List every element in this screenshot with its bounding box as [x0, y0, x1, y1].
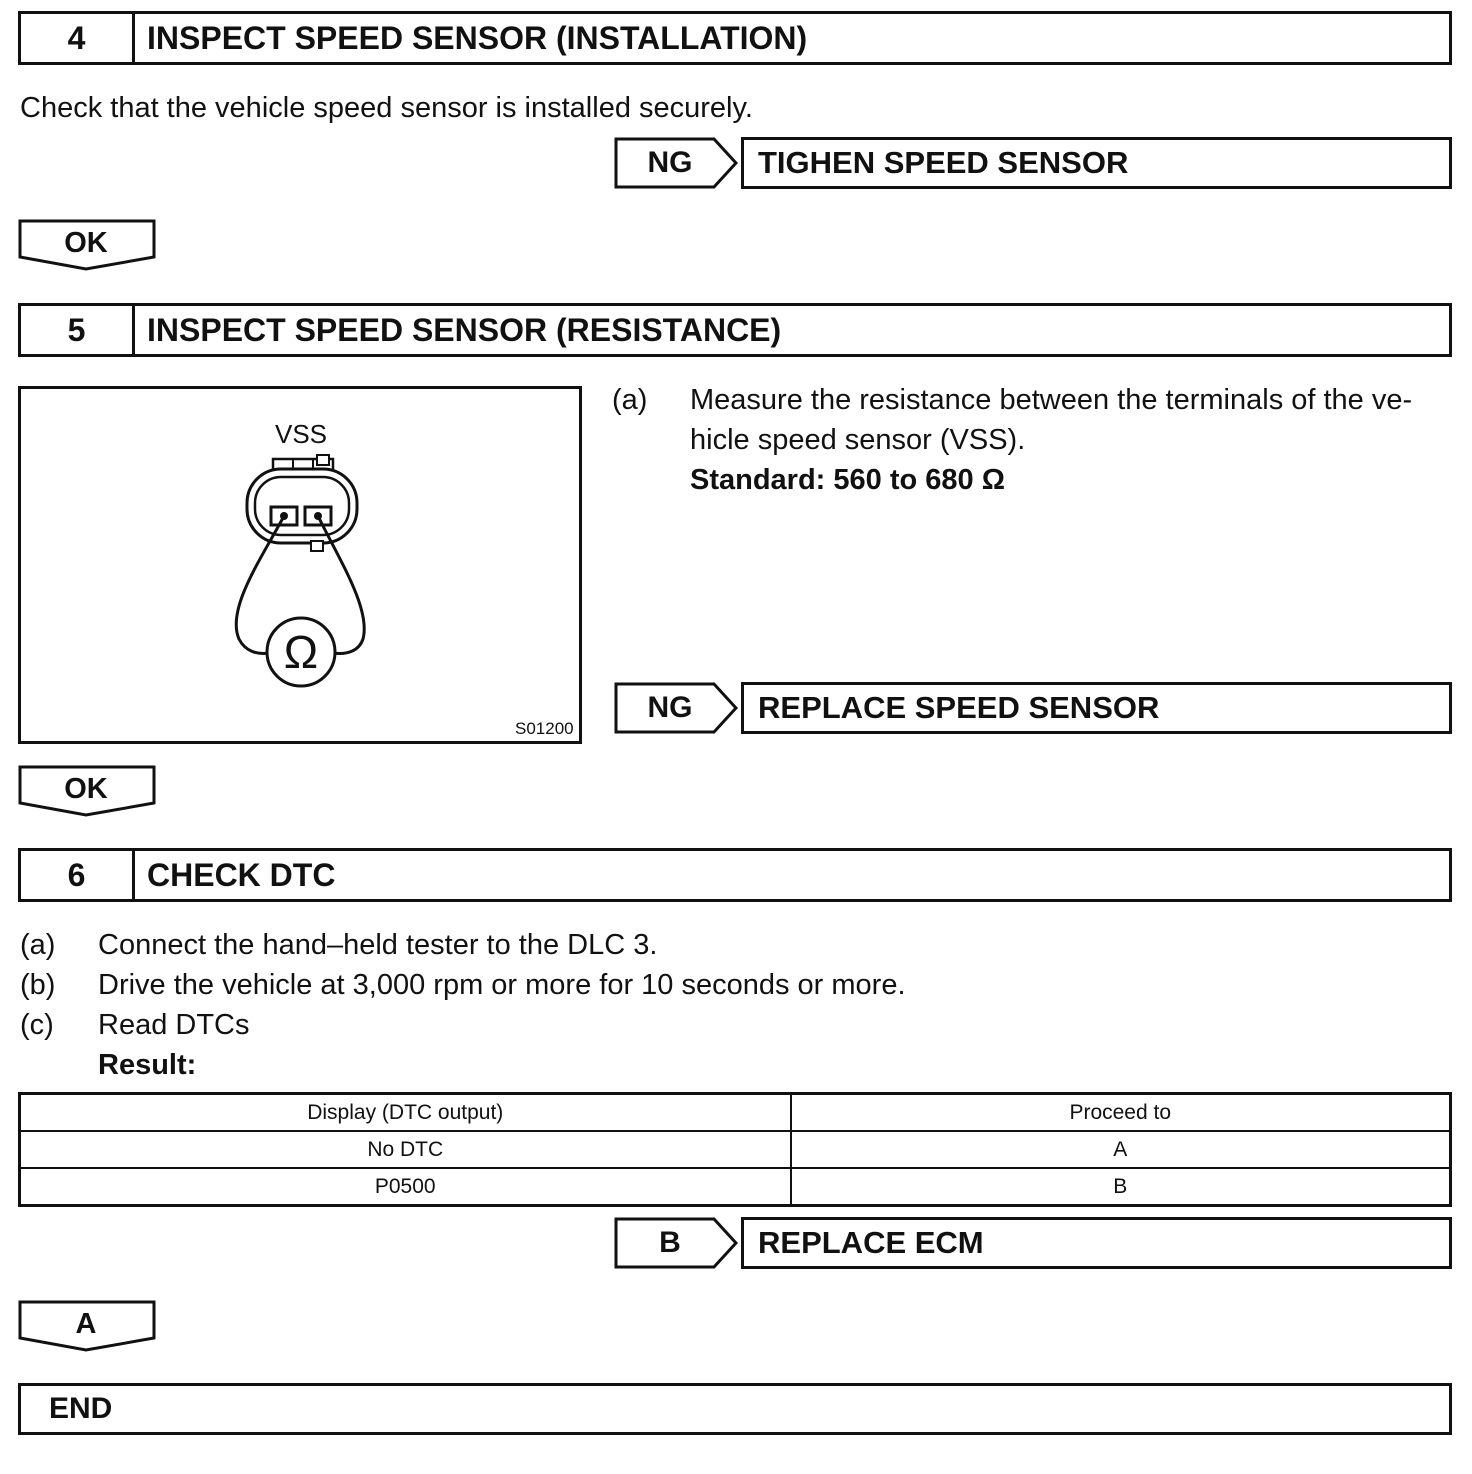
table-cell: P0500	[20, 1168, 791, 1206]
result-table	[18, 1092, 1452, 1207]
item-text: Drive the vehicle at 3,000 rpm or more for 10 seconds or more.	[98, 969, 906, 1001]
result-label: Result:	[98, 1049, 197, 1081]
ok-label: OK	[64, 226, 108, 259]
step-title: INSPECT SPEED SENSOR (INSTALLATION)	[147, 19, 808, 56]
step-4-instruction: Check that the vehicle speed sensor is installed securely.	[20, 92, 753, 124]
item-marker: (a)	[612, 384, 648, 416]
table-cell: No DTC	[20, 1131, 791, 1168]
step-5-header	[18, 303, 1452, 357]
item-marker: (a)	[20, 929, 56, 961]
item-text: Read DTCs	[98, 1009, 250, 1041]
ok-flow-box	[18, 765, 156, 817]
ng-label: NG	[647, 691, 693, 724]
item-text-line1: Measure the resistance between the terminals of the ve-	[690, 384, 1413, 416]
a-flow-box	[18, 1300, 156, 1352]
item-text: Connect the hand–held tester to the DLC 3.	[98, 929, 658, 961]
ng-label: NG	[647, 146, 693, 179]
step-title: INSPECT SPEED SENSOR (RESISTANCE)	[147, 311, 782, 348]
ng-action-box: REPLACE SPEED SENSOR	[741, 682, 1452, 734]
ok-label: OK	[64, 772, 108, 805]
step-4-header	[18, 11, 1452, 65]
table-header-cell: Proceed to	[791, 1094, 1451, 1132]
table-header-row	[20, 1094, 1451, 1132]
item-marker: (b)	[20, 969, 56, 1001]
step-title: CHECK DTC	[147, 856, 336, 893]
ohm-meter-icon: Ω	[283, 626, 319, 678]
end-box: END	[18, 1383, 1452, 1435]
figure-code: S01200	[515, 719, 574, 738]
table-header-cell: Display (DTC output)	[20, 1094, 791, 1132]
item-text-line2: hicle speed sensor (VSS).	[690, 424, 1026, 456]
ng-action-box: TIGHEN SPEED SENSOR	[741, 137, 1452, 189]
vss-label: VSS	[274, 419, 328, 449]
ng-tag	[614, 682, 738, 734]
table-cell: A	[791, 1131, 1451, 1168]
table-cell: B	[791, 1168, 1451, 1206]
step-number: 4	[21, 14, 135, 62]
item-marker: (c)	[20, 1009, 54, 1041]
step-number: 6	[21, 851, 135, 899]
ng-tag	[614, 137, 738, 189]
step-number: 5	[21, 306, 135, 354]
step-6-header	[18, 848, 1452, 902]
b-action-box: REPLACE ECM	[741, 1217, 1452, 1269]
table-row	[20, 1168, 1451, 1206]
vss-connector-diagram	[21, 389, 579, 741]
standard-value: Standard: 560 to 680 Ω	[690, 464, 1005, 496]
b-label: B	[659, 1226, 681, 1259]
ok-flow-box	[18, 219, 156, 271]
b-tag	[614, 1217, 738, 1269]
vss-figure	[18, 386, 582, 744]
table-row	[20, 1131, 1451, 1168]
a-label: A	[75, 1307, 97, 1340]
